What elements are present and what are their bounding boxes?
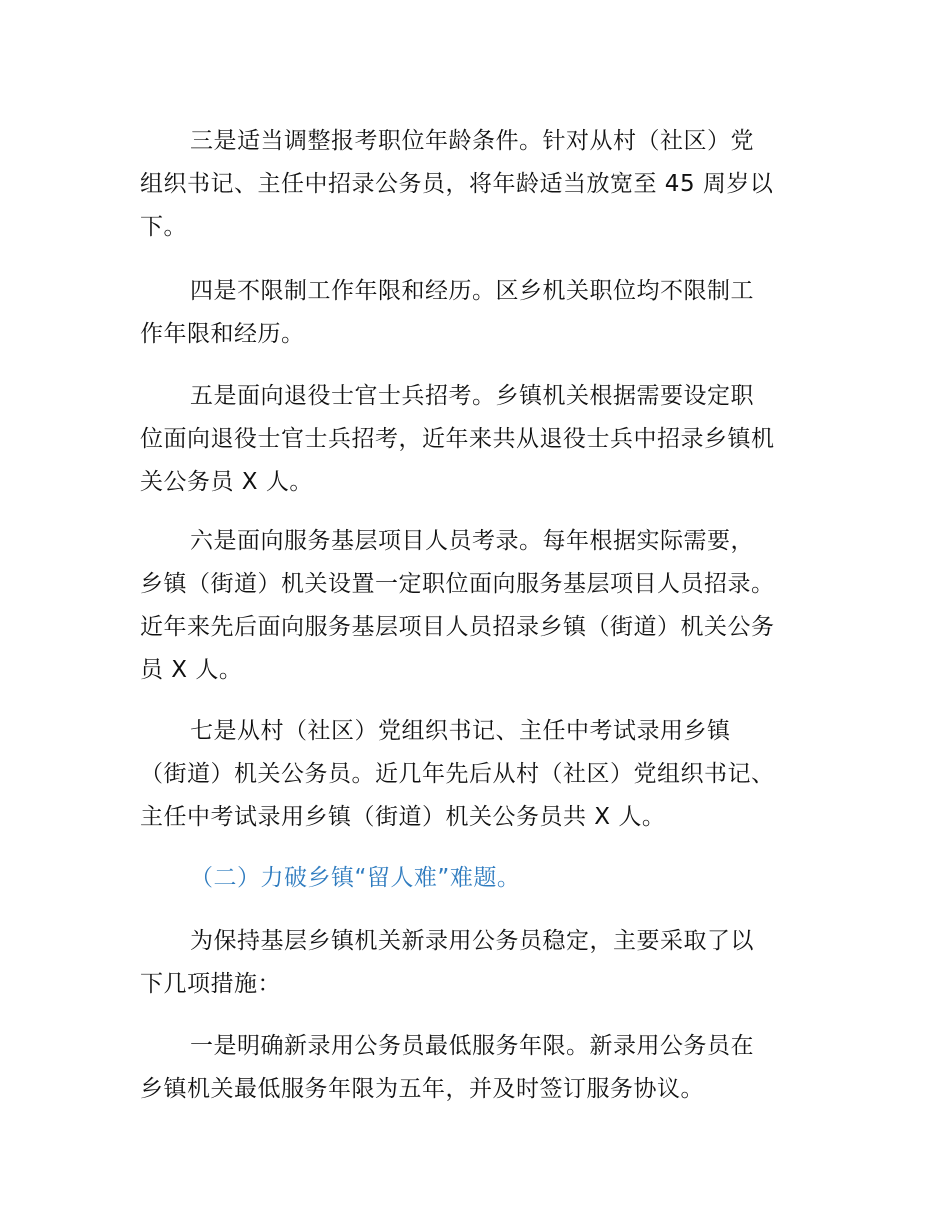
heading-text: （二）力破乡镇“留人难”难题。: [190, 865, 521, 891]
text-line: 组织书记、主任中招录公务员，将年龄适当放宽至 45 周岁以: [140, 171, 774, 197]
paragraph-village-secretaries: [140, 710, 830, 839]
text-line: 员 X 人。: [140, 657, 243, 683]
paragraph-measures-intro: [140, 920, 830, 1006]
text-line: 五是面向退役士官士兵招考。乡镇机关根据需要设定职: [190, 383, 754, 409]
section-heading-retention: [140, 857, 830, 900]
text-line: 作年限和经历。: [140, 321, 305, 347]
paragraph-veterans: [140, 375, 830, 504]
text-line: 乡镇（街道）机关设置一定职位面向服务基层项目人员招录。: [140, 571, 775, 597]
text-line: 下。: [140, 214, 187, 240]
text-line: 近年来先后面向服务基层项目人员招录乡镇（街道）机关公务: [140, 614, 775, 640]
paragraph-minimum-service: [140, 1025, 830, 1111]
text-line: 一是明确新录用公务员最低服务年限。新录用公务员在: [190, 1033, 754, 1059]
text-line: 七是从村（社区）党组织书记、主任中考试录用乡镇: [190, 718, 731, 744]
text-line: 主任中考试录用乡镇（街道）机关公务员共 X 人。: [140, 804, 666, 830]
text-line: 关公务员 X 人。: [140, 469, 313, 495]
text-line: 六是面向服务基层项目人员考录。每年根据实际需要，: [190, 528, 754, 554]
paragraph-no-work-limit: [140, 270, 830, 356]
text-line: 三是适当调整报考职位年龄条件。针对从村（社区）党: [190, 128, 754, 154]
text-line: （街道）机关公务员。近几年先后从村（社区）党组织书记、: [140, 761, 775, 787]
text-line: 下几项措施：: [140, 971, 281, 997]
text-line: 乡镇机关最低服务年限为五年，并及时签订服务协议。: [140, 1076, 704, 1102]
text-line: 位面向退役士官士兵招考，近年来共从退役士兵中招录乡镇机: [140, 426, 775, 452]
paragraph-grassroots-projects: [140, 520, 830, 692]
text-line: 四是不限制工作年限和经历。区乡机关职位均不限制工: [190, 278, 754, 304]
paragraph-age-conditions: [140, 120, 830, 249]
text-line: 为保持基层乡镇机关新录用公务员稳定，主要采取了以: [190, 928, 754, 954]
